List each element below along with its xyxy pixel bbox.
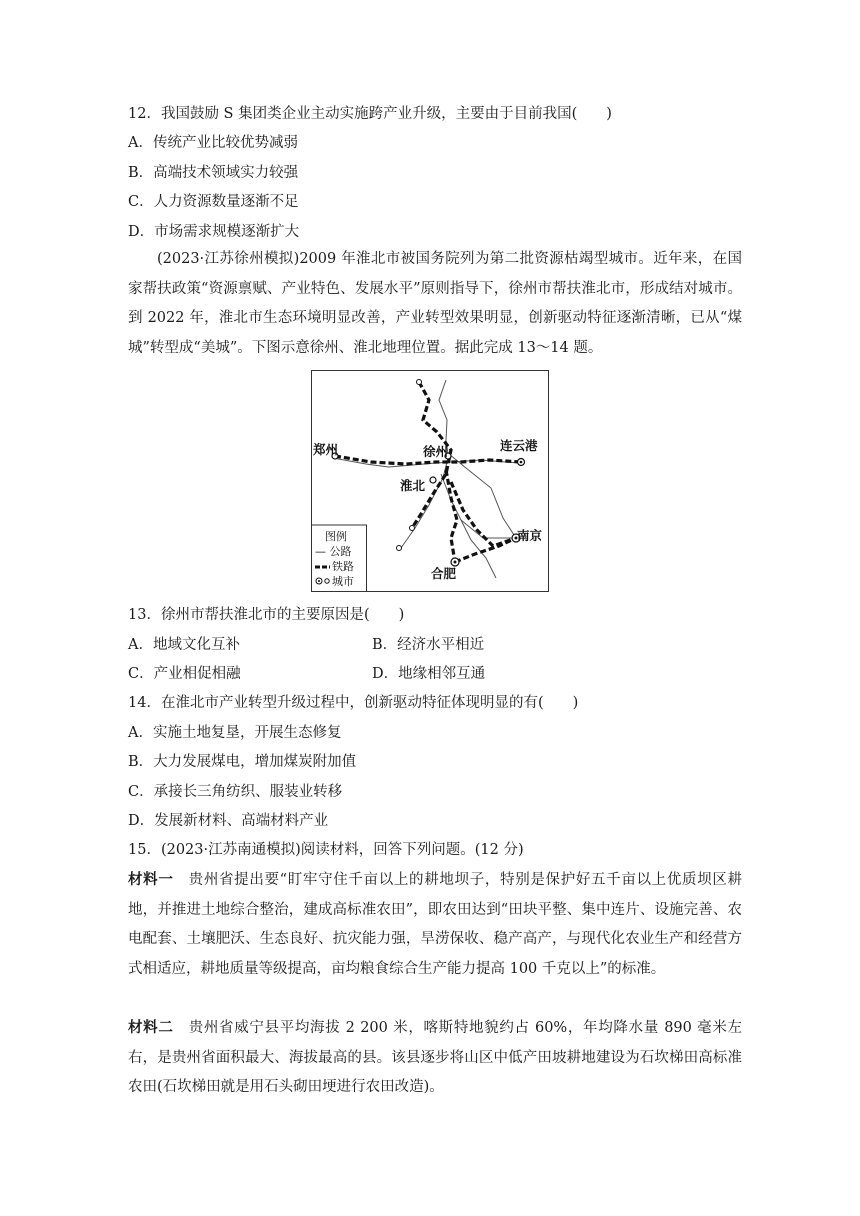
- q15-material-2: [128, 1014, 742, 1103]
- q15-material-2-text: 贵州省威宁县平均海拔 2 200 米，喀斯特地貌约占 60%，年均降水量 890 毫米左右，是贵州省面积最大、海拔最高的县。该县逐步将山区中低产田坡耕地建设为石坎梯田高标准农田(石坎梯田就是用石头砌田埂进行农田改造)。: [128, 1020, 742, 1095]
- label-lianyungang: 连云港: [500, 438, 538, 453]
- label-hefei: 合肥: [431, 566, 457, 581]
- q14-option-a: A．实施土地复垦，开展生态修复: [128, 725, 342, 741]
- q14-stem: 14．在淮北市产业转型升级过程中，创新驱动特征体现明显的有( ): [128, 695, 579, 711]
- q13-option-c: C．产业相促相融: [128, 666, 241, 682]
- q14-option-d: D．发展新材料、高端材料产业: [128, 813, 329, 829]
- q13-option-d: D．地缘相邻互通: [372, 666, 486, 682]
- q13-stem: 13．徐州市帮扶淮北市的主要原因是( ): [128, 607, 405, 623]
- q12-option-a: A．传统产业比较优势减弱: [128, 135, 298, 151]
- q14-option-c: C．承接长三角纺织、服装业转移: [128, 784, 343, 800]
- label-nanjing: 南京: [517, 528, 543, 543]
- material-13-14: (2023·江苏徐州模拟)2009 年淮北市被国务院列为第二批资源枯竭型城市。近年来，在国家帮扶政策“资源禀赋、产业特色、发展水平”原则指导下，徐州市帮扶淮北市，形成结对城市。到 2022 年，淮北市生态环境明显改善，产业转型效果明显，创新驱动特征逐渐清晰，已从“煤城”转型成“美城”。下图示意徐州、淮北地理位置。据此完成 13～14 题。: [128, 251, 742, 356]
- label-zhengzhou: 郑州: [313, 442, 339, 457]
- label-huaibei: 淮北: [400, 478, 426, 493]
- q12-option-b: B．高端技术领域实力较强: [128, 165, 299, 181]
- legend-railway: 铁路: [332, 560, 354, 573]
- q12-option-c: C．人力资源数量逐渐不足: [128, 194, 299, 210]
- legend-road: — 公路: [315, 545, 352, 558]
- legend-city: 城市: [332, 575, 354, 588]
- q12-option-d: D．市场需求规模逐渐扩大: [128, 224, 300, 240]
- q12-stem: 12．我国鼓励 S 集团类企业主动实施跨产业升级，主要由于目前我国( ): [128, 106, 612, 122]
- map-legend: [312, 525, 367, 592]
- label-xuzhou: 徐州: [423, 444, 449, 459]
- q15-material-2-label: 材料二: [128, 1020, 174, 1036]
- q15-material-1: [128, 866, 742, 984]
- map-figure: [311, 370, 549, 592]
- q14-option-b: B．大力发展煤电，增加煤炭附加值: [128, 754, 357, 770]
- legend-title: 图例: [325, 530, 347, 543]
- q15-material-1-label: 材料一: [128, 872, 174, 888]
- q15-stem: 15．(2023·江苏南通模拟)阅读材料，回答下列问题。(12 分): [128, 842, 524, 858]
- q15-material-1-text: 贵州省提出要“盯牢守住千亩以上的耕地坝子，特别是保护好五千亩以上优质坝区耕地，并推进土地综合整治，建成高标准农田”，即农田达到“田块平整、集中连片、设施完善、农电配套、土壤肥沃、生态良好、抗灾能力强，旱涝保收、稳产高产，与现代化农业生产和经营方式相适应，耕地质量等级提高，亩均粮食综合生产能力提高 100 千克以上”的标准。: [128, 872, 743, 977]
- q13-option-a: A．地域文化互补: [128, 637, 240, 653]
- city-marker-huaibei: [430, 477, 436, 483]
- q13-option-b: B．经济水平相近: [372, 637, 485, 653]
